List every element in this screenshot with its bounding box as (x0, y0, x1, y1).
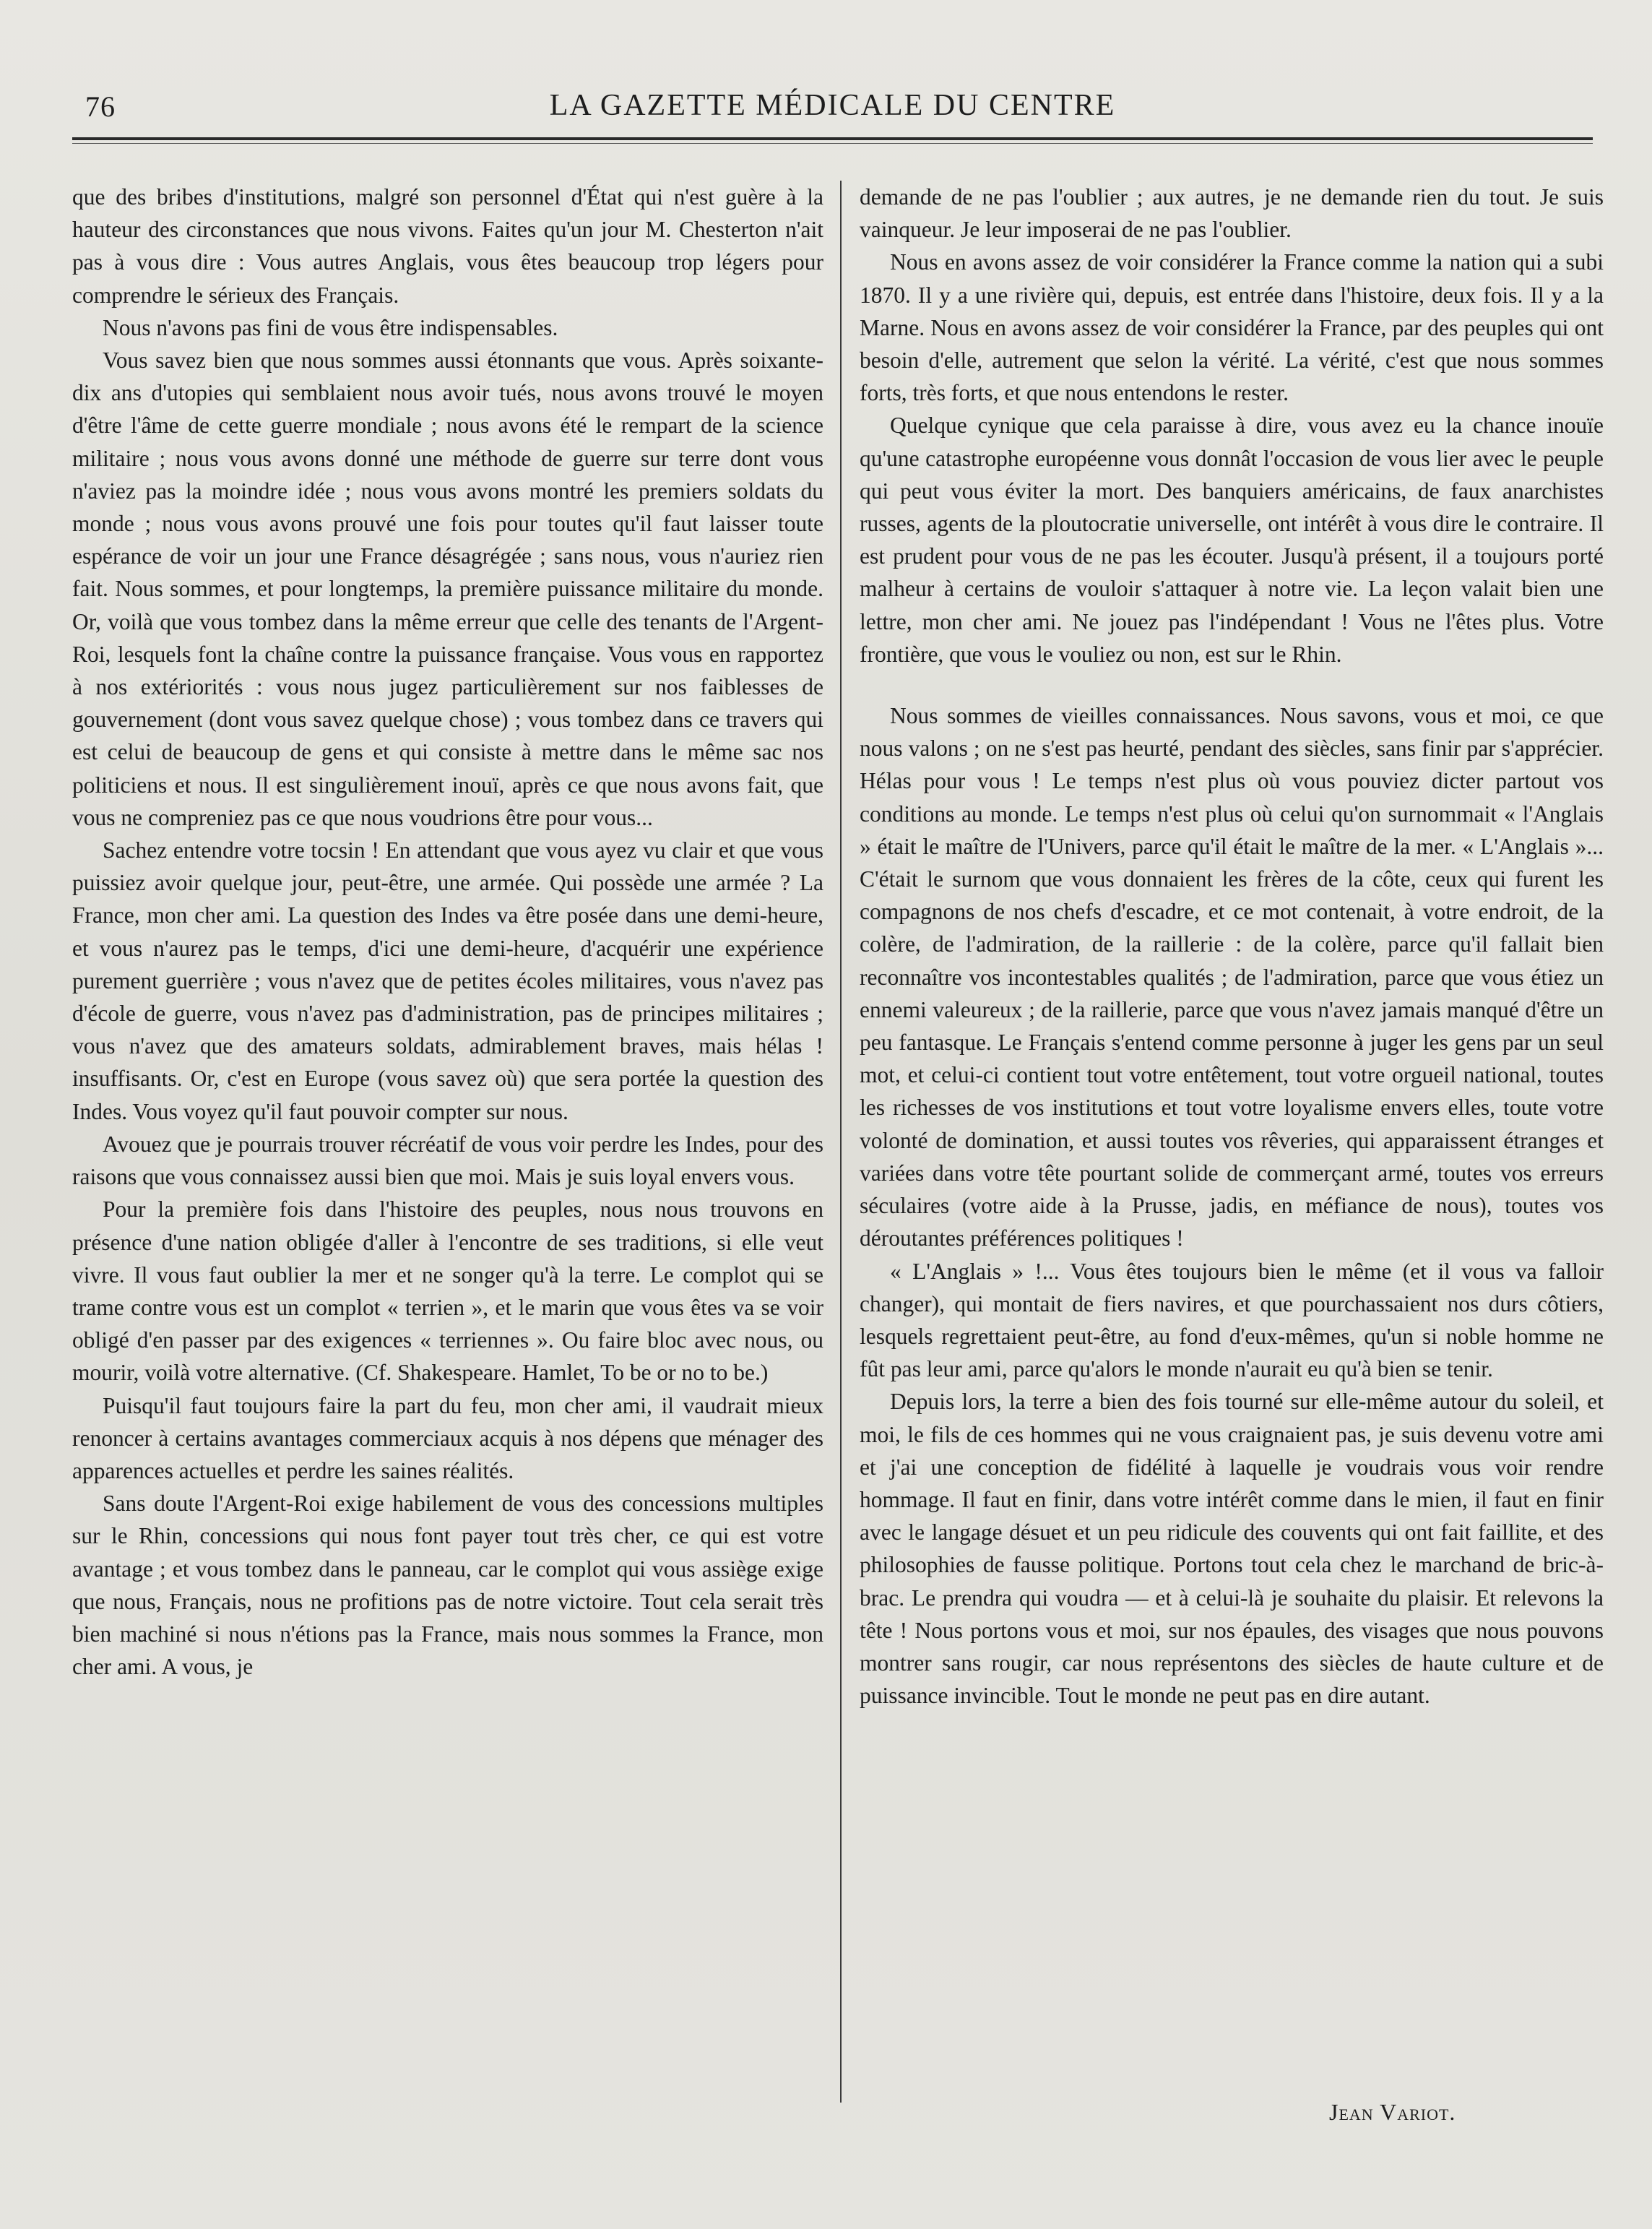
paragraph: Vous savez bien que nous sommes aussi étonnants que vous. Après soixante-dix ans d'utopies qui semblaient nous avoir tués, nous avons trouvé le moyen d'être l'âme de cette guerre mondiale ; nous avons été le rempart de la science militaire ; nous vous avons donné une méthode de guerre sur terre dont vous n'aviez pas la moindre idée ; nous vous avons montré les premiers soldats du monde ; nous vous avons prouvé une fois pour toutes qu'il faut laisser toute espérance de voir un jour une France désagrégée ; sans nous, vous n'auriez rien fait. Nous sommes, et pour longtemps, la première puissance militaire du monde. Or, voilà que vous tombez dans la même erreur que celle des tenants de l'Argent-Roi, lesquels font la chaîne contre la puissance française. Vous vous en rapportez à nos extériorités : vous nous jugez particulièrement sur nos faiblesses de gouvernement (dont vous savez quelque chose) ; vous tombez dans ce travers qui est celui de beaucoup de gens et qui consiste à mettre dans le même sac nos politiciens et nous. Il est singulièrement inouï, après ce que nous avons fait, que vous ne compreniez pas ce que nous voudrions être pour vous... (72, 348, 823, 830)
paragraph: Puisqu'il faut toujours faire la part du feu, mon cher ami, il vaudrait mieux renoncer à certains avantages commerciaux acquis à nos dépens que ménager des apparences actuelles et perdre les saines réalités. (72, 1392, 823, 1483)
paragraph: Nous en avons assez de voir considérer la France comme la nation qui a subi 1870. Il y a une rivière qui, depuis, est entrée dans l'histoire, deux fois. Il y a la Marne. Nous en avons assez de voir considérer la France, par des peuples qui ont besoin d'elle, autrement que selon la vérité. La vérité, c'est que nous sommes forts, très forts, et que nous entendons le rester. (860, 249, 1604, 406)
header-rule (72, 137, 1593, 140)
paragraph: Avouez que je pourrais trouver récréatif de vous voir perdre les Indes, pour des raisons que vous connaissez aussi bien que moi. Mais je suis loyal envers vous. (72, 1131, 823, 1190)
paragraph: Sachez entendre votre tocsin ! En attendant que vous ayez vu clair et que vous puissiez avoir quelque jour, peut-être, une armée. Qui possède une armée ? La France, mon cher ami. La question des Indes va être posée dans une demi-heure, et vous n'aurez pas le temps, d'ici une demi-heure, d'acquérir une expérience purement guerrière ; vous n'avez que de petites écoles militaires, vous n'avez pas d'école de guerre, vous n'avez pas d'administration, pas de principes militaires ; vous n'avez que des amateurs soldats, admirablement braves, mais hélas ! insuffisants. Or, c'est en Europe (vous savez où) que sera portée la question des Indes. Vous voyez qu'il faut pouvoir compter sur nous. (72, 837, 823, 1124)
journal-title: LA GAZETTE MÉDICALE DU CENTRE (549, 89, 1116, 122)
paragraph: que des bribes d'institutions, malgré son personnel d'État qui n'est guère à la hauteur des circonstances que nous vivons. Faites qu'un jour M. Chesterton n'ait pas à vous dire : Vous autres Anglais, vous êtes beaucoup trop légers pour comprendre le sérieux des Français. (72, 184, 823, 308)
author-signature: Jean Variot. (1329, 2099, 1456, 2125)
paragraph: Nous n'avons pas fini de vous être indispensables. (103, 314, 558, 340)
paragraph: Pour la première fois dans l'histoire des peuples, nous nous trouvons en présence d'une nation obligée d'aller à l'encontre de ses traditions, si elle veut vivre. Il vous faut oublier la mer et ne songer qu'à la terre. Le complot qui se trame contre vous est un complot « terrien », et le marin que vous êtes va se voir obligé d'en passer par des exigences « terriennes ». Ou faire bloc avec nous, ou mourir, voilà votre alternative. (Cf. Shakespeare. Hamlet, To be or no to be.) (72, 1197, 823, 1386)
header-rule-thin (72, 143, 1593, 144)
page-number: 76 (85, 90, 116, 123)
paragraph: Sans doute l'Argent-Roi exige habilement de vous des concessions multiples sur le Rhin, concessions qui nous font payer tout très cher, ce qui est votre avantage ; et vous tombez dans le panneau, car le complot qui vous assiège exige que nous, Français, nous ne profitions pas de notre victoire. Tout cela serait très bien machiné si nous n'étions pas la France, mais nous sommes la France, mon cher ami. A vous, je (72, 1491, 823, 1680)
right-column (860, 181, 1604, 1712)
paragraph: « L'Anglais » !... Vous êtes toujours bien le même (et il vous va falloir changer), qui montait de fiers navires, et que pourchassaient nos durs côtiers, lesquels regrettaient peut-être, au fond d'eux-mêmes, qu'un si noble homme ne fût pas leur ami, parce qu'alors le monde n'aurait eu qu'à bien se tenir. (860, 1258, 1604, 1382)
paragraph: Quelque cynique que cela paraisse à dire, vous avez eu la chance inouïe qu'une catastrophe européenne vous donnât l'occasion de vous lier avec le peuple qui peut vous éviter la mort. Des banquiers américains, de faux anarchistes russes, agents de la ploutocratie universelle, ont intérêt à vous dire le contraire. Il est prudent pour vous de ne pas les écouter. Jusqu'à présent, il a toujours porté malheur à certains de vouloir s'attaquer à notre vie. La leçon valait bien une lettre, mon cher ami. Ne jouez pas l'indépendant ! Vous ne l'êtes plus. Votre frontière, que vous le vouliez ou non, est sur le Rhin. (860, 413, 1604, 667)
paragraph: Depuis lors, la terre a bien des fois tourné sur elle-même autour du soleil, et moi, le fils de ces hommes qui ne vous craignaient pas, je suis devenu votre ami et j'ai une conception de fidélité à laquelle je voudrais vous voir rendre hommage. Il faut en finir, dans votre intérêt comme dans le mien, il faut en finir avec le langage désuet et un peu ridicule des couvents qui ont fait faillite, et des philosophies de fausse politique. Portons tout cela chez le marchand de bric-à-brac. Le prendra qui voudra — et à celui-là je souhaite du plaisir. Et relevons la tête ! Nous portons vous et moi, sur nos épaules, des visages que nous pouvons montrer sans rougir, car nous représentons des siècles de haute culture et de puissance invincible. Tout le monde ne peut pas en dire autant. (860, 1389, 1604, 1709)
left-column (72, 181, 823, 1683)
column-divider (840, 181, 842, 2103)
page-header (72, 79, 1593, 137)
paragraph: demande de ne pas l'oublier ; aux autres, je ne demande rien du tout. Je suis vainqueur. Je leur imposerai de ne pas l'oublier. (860, 184, 1604, 243)
paragraph: Nous sommes de vieilles connaissances. Nous savons, vous et moi, ce que nous valons ; on ne s'est pas heurté, pendant des siècles, sans finir par s'apprécier. Hélas pour vous ! Le temps n'est plus où vous pouviez dicter partout vos conditions au monde. Le temps n'est plus où celui qu'on surnommait « l'Anglais » était le maître de l'Univers, parce qu'il était le maître de la mer. « L'Anglais »... C'était le surnom que vous donnaient les frères de la côte, ceux qui furent les compagnons de nos chefs d'escadre, et ce mot contenait, à votre endroit, de la colère, de l'admiration, de la raillerie : de la colère, parce qu'il fallait bien reconnaître vos incontestables qualités ; de l'admiration, parce que vous étiez un ennemi valeureux ; de la raillerie, parce que vous n'avez jamais manqué d'être un peu fantasque. Le Français s'entend comme personne à juger les gens par un seul mot, et celui-ci contient tout votre entêtement, tout votre orgueil national, toutes les richesses de vos institutions et tout votre loyalisme envers elles, toute votre volonté de domination, et aussi toutes vos rêveries, qui apparaissent étranges et variées dans votre tête pourtant solide de commerçant armé, toutes vos erreurs séculaires (votre aide à la Prusse, jadis, en méfiance de nous), toutes vos déroutantes préférences politiques ! (860, 703, 1604, 1251)
